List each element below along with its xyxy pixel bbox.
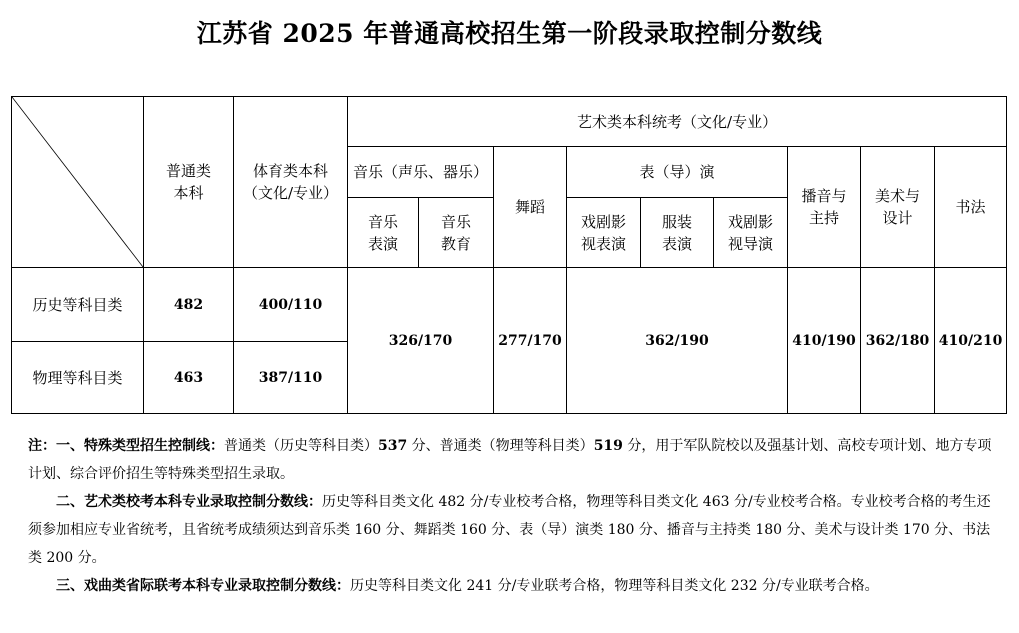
header-costume-line2: 表演 [661,234,692,253]
score-perform: 362/190 [567,268,788,414]
score-calligraphy: 410/210 [935,268,1007,414]
score-sports: 387/110 [234,342,348,414]
note-1-text-b: 分、普通类（物理等科目类） [407,438,594,454]
note-3-heading: 三、戏曲类省际联考本科专业录取控制分数线： [56,578,350,594]
header-music-edu-line2: 教育 [440,234,471,253]
header-music-perf-line1: 音乐 [367,212,398,231]
score-dance: 277/170 [494,268,567,414]
notes [28,432,996,600]
header-broadcast [788,147,861,268]
diagonal-line [12,97,143,267]
note-1 [28,432,996,488]
diagonal-header-cell [12,97,144,268]
score-general: 482 [144,268,234,342]
header-fineart-line1: 美术与 [874,187,920,205]
header-art: 艺术类本科统考（文化/专业） [348,97,1007,147]
header-music-edu-line1: 音乐 [440,212,471,231]
note-3 [28,572,996,600]
header-drama-perf-line1: 戏剧影 [580,212,626,231]
header-fineart [861,147,935,268]
score-sports: 400/110 [234,268,348,342]
page-title: 江苏省 2025 年普通高校招生第一阶段录取控制分数线 [196,19,823,48]
note-1-heading: 注：一、特殊类型招生控制线： [28,438,224,454]
table-row [12,268,1007,342]
header-dance: 舞蹈 [494,147,567,268]
note-2 [28,488,996,572]
score-table [11,96,1007,414]
header-broadcast-line2: 主持 [808,209,839,227]
header-general [144,97,234,268]
score-fineart: 362/180 [861,268,935,414]
header-sports [234,97,348,268]
header-sports-line2: （文化/专业） [242,184,339,202]
header-fineart-line2: 设计 [882,209,913,227]
note-2-text: 历史等科目类文化 482 分/专业校考合格，物理等科目类文化 463 分/专业校考合格。专业校考合格的考生还须参加相应专业省统考，且省统考成绩须达到音乐类 160 分、舞蹈类 160 分、表（导）演类 180 分、播音与主持类 180 分、美术与设计类 170 分、书法类 200 分。 [28,494,991,566]
header-drama-dir-line1: 戏剧影 [727,212,773,231]
header-costume-line1: 服装 [661,212,692,231]
header-drama-perf [567,198,641,268]
note-1-text-a: 普通类（历史等科目类） [224,438,378,454]
header-costume [641,198,714,268]
score-music: 326/170 [348,268,494,414]
score-general: 463 [144,342,234,414]
score-broadcast: 410/190 [788,268,861,414]
note-1-value-1: 537 [378,438,408,454]
header-drama-dir-line2: 视导演 [727,234,773,253]
header-calligraphy: 书法 [935,147,1007,268]
header-perform-group: 表（导）演 [567,147,788,198]
row-label: 物理等科目类 [12,342,144,414]
header-music-edu [419,198,494,268]
header-general-line2: 本科 [173,184,204,202]
row-label: 历史等科目类 [12,268,144,342]
header-sports-line1: 体育类本科 [252,162,328,180]
note-2-heading: 二、艺术类校考本科专业录取控制分数线： [56,494,322,510]
header-music-perf [348,198,419,268]
note-1-value-2: 519 [593,438,623,454]
header-drama-dir [714,198,788,268]
header-music-group: 音乐（声乐、器乐） [348,147,494,198]
note-3-text: 历史等科目类文化 241 分/专业联考合格，物理等科目类文化 232 分/专业联考合格。 [350,578,879,594]
header-drama-perf-line2: 视表演 [580,234,626,253]
header-music-perf-line2: 表演 [367,234,398,253]
note-1-text-c: 分，用于军队院校以及强基计划、高校专项计划、地方专项计划、综合评价招生等特殊类型招生录取。 [28,438,992,482]
header-broadcast-line1: 播音与 [801,187,847,205]
header-general-line1: 普通类 [165,162,211,180]
